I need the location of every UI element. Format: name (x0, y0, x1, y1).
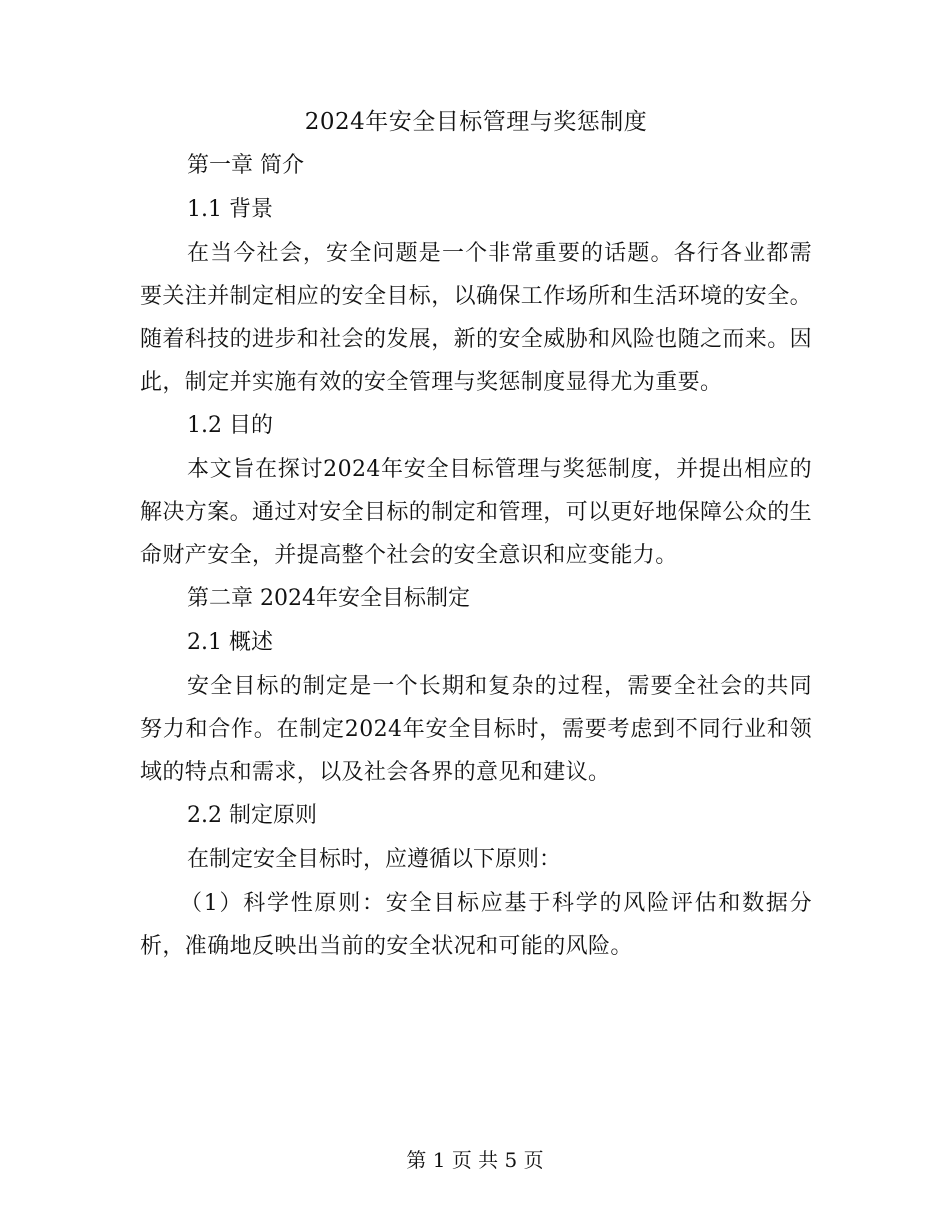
page-footer: 第 1 页 共 5 页 (406, 1148, 544, 1172)
section-1-1-paragraph: 在当今社会，安全问题是一个非常重要的话题。各行各业都需要关注并制定相应的安全目标，以确保工作场所和生活环境的安全。随着科技的进步和社会的发展，新的安全威胁和风险也随之而来。因此，制定并实施有效的安全管理与奖惩制度显得尤为重要。 (140, 241, 813, 395)
section-1-1-heading: 1.1 背景 (187, 197, 273, 222)
section-2-2-intro: 在制定安全目标时，应遵循以下原则： (187, 847, 562, 872)
document-title: 2024年安全目标管理与奖惩制度 (304, 109, 648, 135)
document-content (140, 100, 812, 968)
chapter-1-heading: 第一章 简介 (187, 153, 304, 178)
section-2-1-paragraph: 安全目标的制定是一个长期和复杂的过程，需要全社会的共同努力和合作。在制定2024年安全目标时，需要考虑到不同行业和领域的特点和需求，以及社会各界的意见和建议。 (140, 674, 812, 785)
section-2-2-heading: 2.2 制定原则 (187, 803, 317, 828)
section-1-2-heading: 1.2 目的 (187, 413, 273, 438)
principle-1-item: （1）科学性原则：安全目标应基于科学的风险评估和数据分析，准确地反映出当前的安全状况和可能的风险。 (140, 891, 812, 959)
chapter-2-heading: 第二章 2024年安全目标制定 (187, 586, 470, 611)
section-2-1-heading: 2.1 概述 (187, 630, 273, 655)
section-1-2-paragraph: 本文旨在探讨2024年安全目标管理与奖惩制度，并提出相应的解决方案。通过对安全目标的制定和管理，可以更好地保障公众的生命财产安全，并提高整个社会的安全意识和应变能力。 (140, 457, 813, 568)
